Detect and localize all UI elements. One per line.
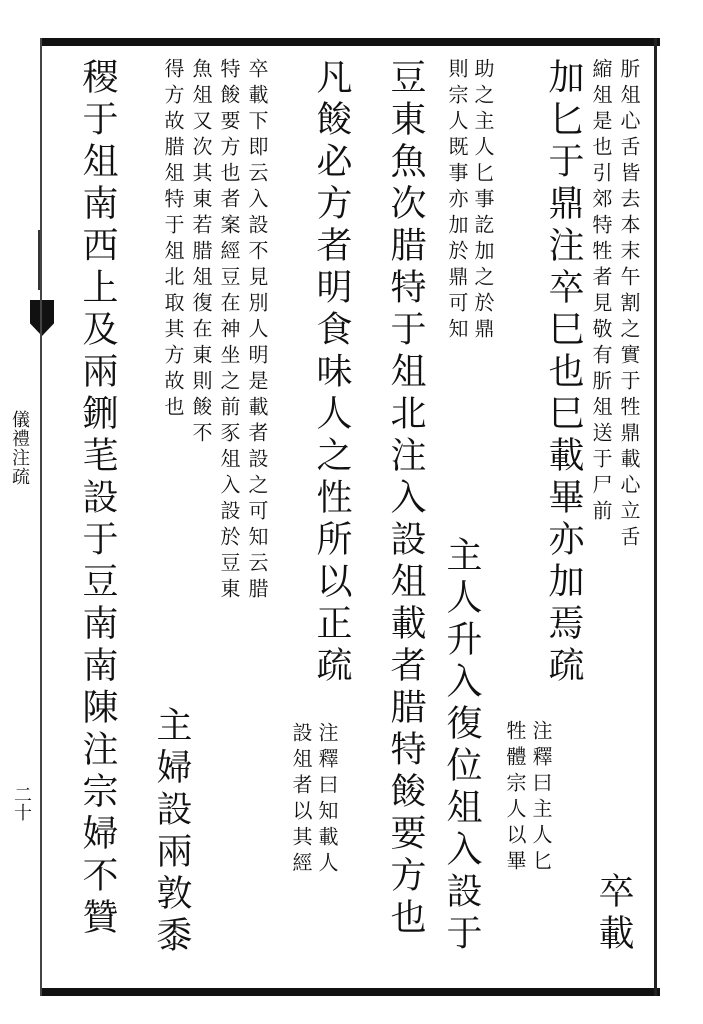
text-column: 凡餕必方者明食味人之性所以正疏 — [311, 58, 352, 688]
text-column: 助之主人匕事訖加之於鼎 — [471, 58, 495, 344]
text-column: 卒載下即云入設不見別人明是載者設之可知云腊 — [245, 58, 269, 604]
text-column: 魚俎又次其東若腊俎復在東則餕不 — [189, 58, 213, 448]
text-column: 加匕于鼎注卒巳也巳載畢亦加焉疏 — [543, 58, 584, 688]
text-column: 主婦設兩敦黍 — [151, 706, 192, 958]
text-column: 稷于俎南西上及兩鉶芼設于豆南南陳注宗婦不贊 — [77, 58, 118, 940]
text-column: 牲體宗人以畢 — [503, 720, 527, 876]
text-column: 特餕要方也者案經豆在神坐之前豕俎入設於豆東 — [217, 58, 241, 604]
frame-left-rule — [40, 38, 42, 996]
text-column: 縮俎是也引郊特牲者見敬有肵俎送于尸前 — [589, 58, 613, 526]
page-number: 二十 — [11, 785, 32, 821]
text-column: 注釋曰主人匕 — [529, 720, 553, 876]
book-margin — [0, 38, 41, 996]
book-title: 儀禮注疏 — [9, 410, 30, 486]
text-column: 則宗人既事亦加於鼎可知 — [445, 58, 469, 344]
frame-right-rule — [654, 38, 657, 996]
text-column: 卒載 — [593, 872, 634, 956]
text-column: 得方故腊俎特于俎北取其方故也 — [161, 58, 185, 422]
text-column: 豆東魚次腊特于俎北注入設俎載者腊特餕要方也 — [385, 58, 426, 940]
text-column: 主人升入復位俎入設于 — [441, 536, 482, 956]
text-column: 肵俎心舌皆去本末午割之實于牲鼎載心立舌 — [617, 58, 641, 552]
text-column: 注釋曰知載人 — [315, 722, 339, 878]
text-column: 設俎者以其經 — [289, 722, 313, 878]
